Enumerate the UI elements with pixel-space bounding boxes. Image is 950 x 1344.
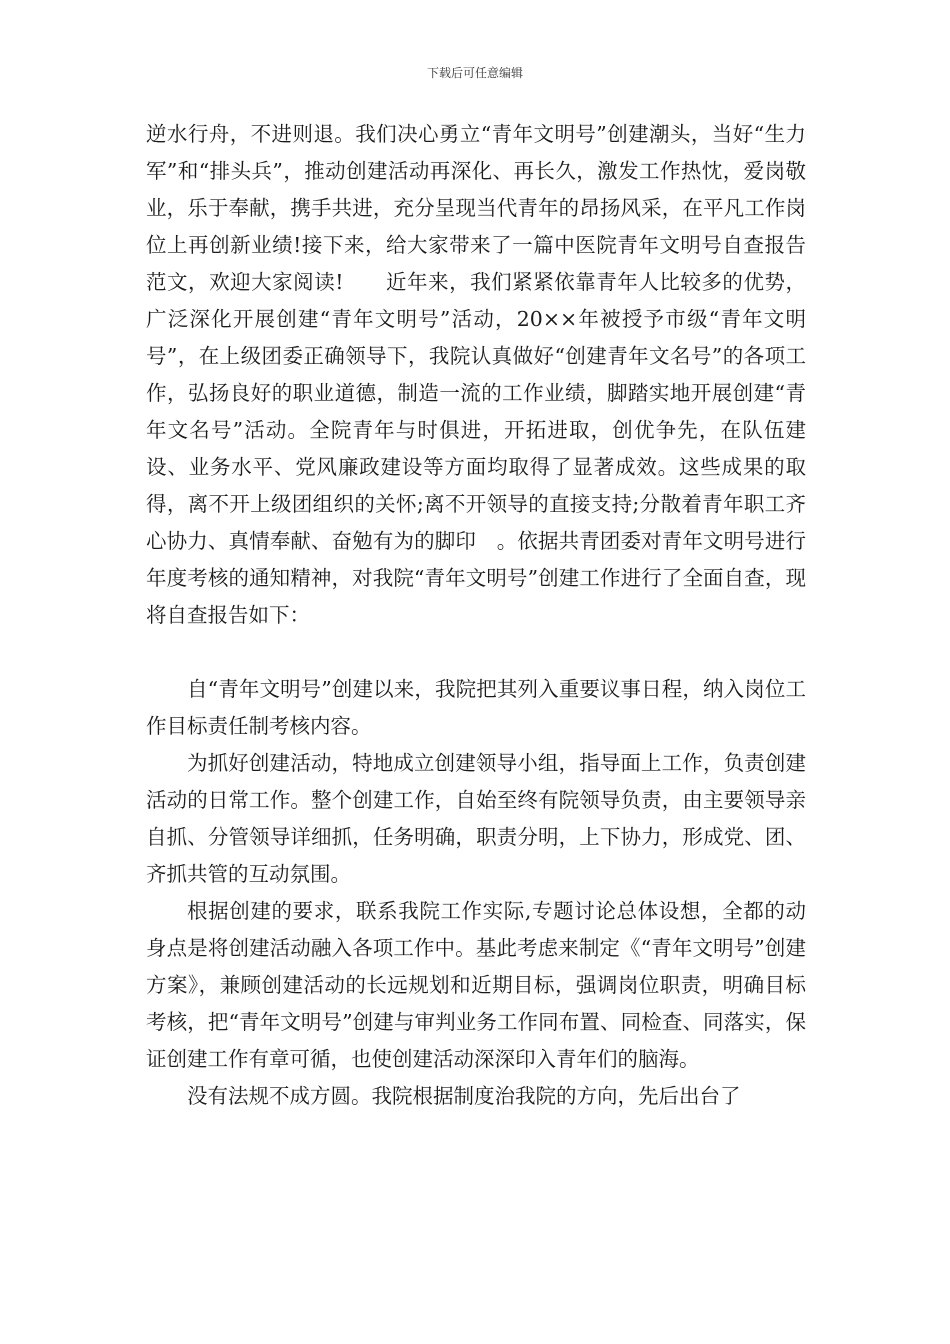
paragraph-3: 为抓好创建活动，特地成立创建领导小组，指导面上工作，负责创建活动的日常工作。整个创建工作，自始至终有院领导负责，由主要领导亲自抓、分管领导详细抓，任务明确，职责分明，上下协力，形成党、团、齐抓共管的互动氛围。 xyxy=(146,751,806,886)
paragraph-gap xyxy=(146,634,806,671)
document-body xyxy=(146,116,806,1115)
paragraph-2: 自“青年文明号”创建以来，我院把其列入重要议事日程，纳入岗位工作目标责任制考核内容。 xyxy=(146,677,806,738)
paragraph-4: 根据创建的要求，联系我院工作实际,专题讨论总体设想，全都的动身点是将创建活动融入各项工作中。基此考虑来制定《“青年文明号”创建方案》，兼顾创建活动的长远规划和近期目标，强调岗位职责，明确目标考核，把“青年文明号”创建与审判业务工作同布置、同检查、同落实，保证创建工作有章可循，也使创建活动深深印入青年们的脑海。 xyxy=(146,899,806,1071)
page-header: 下载后可任意编辑 xyxy=(426,66,523,80)
paragraph-intro: 逆水行舟，不进则退。我们决心勇立“青年文明号”创建潮头，当好“生力军”和“排头兵”，推动创建活动再深化、再长久，激发工作热忱，爱岗敬业，乐于奉献，携手共进，充分呈现当代青年的昂扬风采，在平凡工作岗位上再创新业绩!接下来，给大家带来了一篇中医院青年文明号自查报告范文，欢迎大家阅读! 近年来，我们紧紧依靠青年人比较多的优势，广泛深化开展创建“青年文明号”活动，20××年被授予市级“青年文明号”，在上级团委正确领导下，我院认真做好“创建青年文名号”的各项工作，弘扬良好的职业道德，制造一流的工作业绩，脚踏实地开展创建“青年文名号”活动。全院青年与时俱进，开拓进取，创优争先，在队伍建设、业务水平、党风廉政建设等方面均取得了显著成效。这些成果的取得，离不开上级团组织的关怀;离不开领导的直接支持;分散着青年职工齐心协力、真情奉献、奋勉有为的脚印 。依据共青团委对青年文明号进行年度考核的通知精神，对我院“青年文明号”创建工作进行了全面自查，现将自查报告如下： xyxy=(146,122,806,627)
paragraph-5: 没有法规不成方圆。我院根据制度治我院的方向，先后出台了 xyxy=(187,1084,741,1108)
